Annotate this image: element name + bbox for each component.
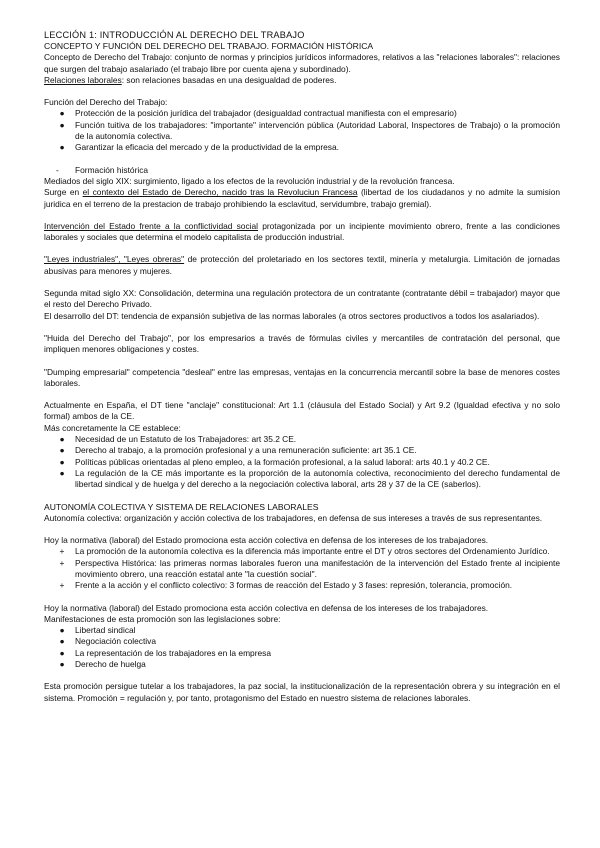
list-item: ● Necesidad de un Estatuto de los Trabajadores: art 35.2 CE. (44, 434, 560, 445)
bullet-icon: ● (59, 456, 65, 467)
lesson-title: LECCIÓN 1: INTRODUCCIÓN AL DERECHO DEL TRABAJO (44, 30, 305, 40)
bullet-icon: ● (59, 445, 65, 456)
bullet-icon: ● (59, 119, 65, 130)
hoy-paragraph-1: Hoy la normativa (laboral) del Estado promociona esta acción colectiva en defensa de los intereses de los trabajadores. (44, 535, 489, 546)
list-item: + Perspectiva Histórica: las primeras normas laborales fueron una manifestación de la intervención del Estado frente al incipiente movimiento obrero, una reacción estatal ante "la cuestión social". (44, 558, 560, 581)
bullet-icon: ● (59, 625, 65, 636)
plus-icon: + (59, 557, 65, 568)
ce-list (44, 434, 560, 490)
final-paragraph: Esta promoción persigue tutelar a los trabajadores, la paz social, la institucionalización de la representación obrera y su integración en el sistema. Promoción = regulación y, por tanto, protagonismo del Estado en nuestro sistema de relaciones laborales. (44, 681, 560, 703)
list-item: ● La representación de los trabajadores en la empresa (44, 648, 560, 659)
leyes-underline: "Leyes industriales", "Leyes obreras" (44, 254, 185, 265)
list-item: ● Negociación colectiva (44, 636, 560, 647)
estado-derecho-underline: el contexto del Estado de Derecho, nacido tras la Revoluciun Francesa (82, 187, 358, 198)
huida-paragraph: "Huida del Derecho del Trabajo", por los empresarios a través de fórmulas civiles y mercantiles de contratación del personal, que impliquen menores obligaciones y costes. (44, 332, 560, 355)
intervencion-paragraph: Intervención del Estado frente a la conflictividad social protagonizada por un incipiente movimiento obrero, frente a las condiciones laborales y sociales que determina el modelo capitalista de producción industrial. (44, 220, 560, 243)
intervencion-underline: Intervención del Estado frente a la conflictividad social (44, 220, 259, 231)
segunda-mitad-paragraph: Segunda mitad siglo XX: Consolidación, determina una regulación protectora de un contratante (contratante débil = trabajador) mayor que el resto del Derecho Privado. (44, 288, 560, 310)
manifestaciones-list (44, 625, 560, 670)
leyes-paragraph: "Leyes industriales", "Leyes obreras" de protección del proletariado en los sectores textil, minería y metalurgia. Limitación de jornadas abusivas para menores y mujeres. (44, 254, 560, 276)
bullet-icon: ● (59, 142, 65, 153)
plus-icon: + (59, 546, 65, 557)
bullet-icon: ● (59, 434, 65, 445)
list-item: + Frente a la acción y el conflicto colectivo: 3 formas de reacción del Estado y 3 fases: represión, tolerancia, promoción. (44, 580, 560, 591)
autonomia-definition: Autonomía colectiva: organización y acción colectiva de los trabajadores, en defensa de sus intereses a través de sus representantes. (44, 512, 543, 523)
mas-concretamente: Más concretamente la CE establece: (44, 422, 181, 433)
relaciones-paragraph (44, 75, 560, 86)
relaciones-text: : son relaciones basadas en una desigualdad de poderes. (121, 74, 337, 85)
document-page (44, 29, 560, 704)
bullet-icon: ● (59, 647, 65, 658)
bullet-icon: ● (59, 659, 65, 670)
list-item: ● Libertad sindical (44, 625, 560, 636)
list-item: ● La regulación de la CE más importante es la proporción de la autonomía colectiva, reconocimiento del derecho fundamental de libertad sindical y de huelga y del derecho a la negociación colectiva laboral, arts 28 y 37 de la CE (saberlos). (44, 468, 560, 491)
desarrollo-paragraph: El desarrollo del DT: tendencia de expansión subjetiva de las normas laborales (a otros sectores productivos a todos los asalariados). (44, 310, 540, 321)
funcion-list (44, 108, 560, 153)
list-item: + La promoción de la autonomía colectiva es la diferencia más importante entre el DT y otros sectores del Ordenamiento Jurídico. (44, 546, 560, 557)
actualmente-paragraph: Actualmente en España, el DT tiene "anclaje" constitucional: Art 1.1 (cláusula del Estado Social) y Art 9.2 (Igualdad efectiva y no solo formal) ambos de la CE. (44, 400, 560, 422)
bullet-icon: ● (59, 467, 65, 478)
surge-paragraph: Surge en el contexto del Estado de Derecho, nacido tras la Revoluciun Francesa (libertad de los ciudadanos y no admite la sumision juridica en el terreno de la prestacion de trabajo prohibiendo la esclavitud, servidumbre, trabajo gremial). (44, 187, 561, 209)
plus-list (44, 546, 560, 591)
list-item: ● Derecho al trabajo, a la promoción profesional y a una remuneración suficiente: art 35.1 CE. (44, 445, 560, 456)
list-item: ● Garantizar la eficacia del mercado y de la productividad de la empresa. (44, 142, 560, 153)
funcion-heading: Función del Derecho del Trabajo: (44, 97, 168, 108)
list-item: ● Protección de la posición jurídica del trabajador (desigualdad contractual manifiesta con el empresario) (44, 108, 560, 119)
mediados-paragraph: Mediados del siglo XIX: surgimiento, ligado a los efectos de la revolución industrial y de la revolución francesa. (44, 175, 455, 186)
formacion-heading: - Formación histórica (56, 164, 149, 175)
list-item: ● Derecho de huelga (44, 659, 560, 670)
concepto-paragraph: Concepto de Derecho del Trabajo: conjunto de normas y principios jurídicos informadores, relativos a las "relaciones laborales": relaciones que surgen del trabajo asalariado (el trabajo libre por cuenta ajena y subordinado). (44, 52, 560, 74)
bullet-icon: ● (59, 108, 65, 119)
dumping-paragraph: "Dumping empresarial" competencia "desleal" entre las empresas, ventajas en la concurrencia mercantil sobre la base de menores costes laborales. (44, 366, 560, 388)
list-item: ● Políticas públicas orientadas al pleno empleo, a la formación profesional, a la salud laboral: arts 40.1 y 40.2 CE. (44, 457, 560, 468)
dash-icon: - (56, 164, 59, 175)
section-subtitle: CONCEPTO Y FUNCIÓN DEL DERECHO DEL TRABAJO. FORMACIÓN HISTÓRICA (44, 41, 374, 51)
autonomia-heading: AUTONOMÍA COLECTIVA Y SISTEMA DE RELACIONES LABORALES (44, 501, 319, 512)
list-item: ● Función tuitiva de los trabajadores: "importante" intervención pública (Autoridad Laboral, Inspectores de Trabajo) o la promoción de la autonomía colectiva. (44, 120, 560, 143)
hoy-paragraph-2: Hoy la normativa (laboral) del Estado promociona esta acción colectiva en defensa de los intereses de los trabajadores. (44, 602, 489, 613)
manifestaciones-paragraph: Manifestaciones de esta promoción son las legislaciones sobre: (44, 613, 281, 624)
relaciones-label: Relaciones laborales (44, 74, 122, 85)
plus-icon: + (59, 580, 65, 591)
bullet-icon: ● (59, 636, 65, 647)
